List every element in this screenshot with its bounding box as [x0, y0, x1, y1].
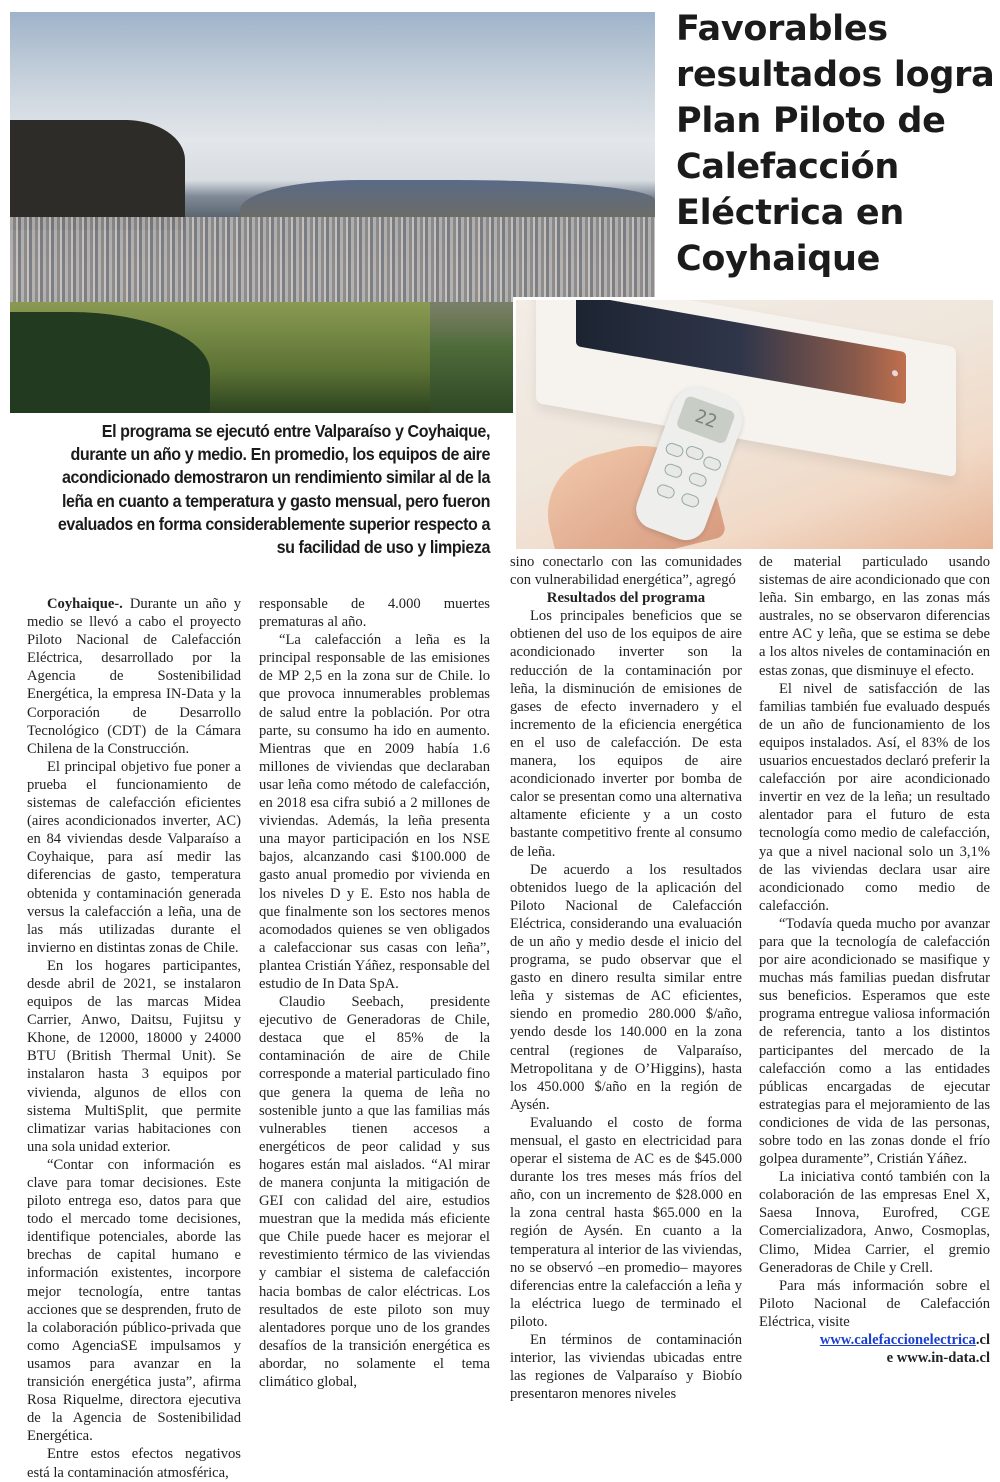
link-line-1 [759, 1331, 990, 1349]
paragraph: Para más información sobre el Piloto Nacional de Calefacción Eléctrica, visite [759, 1277, 990, 1330]
paragraph: En términos de contaminación interior, las viviendas ubicadas entre las regiones de Valparaíso y Biobío presentaron menores niveles [510, 1332, 742, 1403]
paragraph: En los hogares participantes, desde abril de 2021, se instalaron equipos de las marcas Midea Carrier, Anwo, Daitsu, Fujitsu y Khone, de 12000, 18000 y 24000 BTU (British Thermal Unit). Se instalaron hasta 3 equipos por vivienda, algunos de ellos con sistema MultiSplit, que permite climatizar varias habitaciones con una sola unidad exterior. [27, 957, 241, 1155]
remote-button [680, 492, 701, 509]
paragraph [27, 595, 241, 758]
calefaccionelectrica-link[interactable]: www.calefaccionelectrica [819, 1332, 976, 1349]
paragraph: El nivel de satisfacción de las familias también fue evaluado después de un año de funcionamiento de los equipos instalados. Así, el 83% de los usuarios encuestados declaró preferir la calefacción por aire acondicionado invertir en vez de la leña; un resultado alentador para el futuro de esta tecnología como medio de calefacción, ya que a nivel nacional solo un 3,1% de las viviendas declara usar aire acondicionado como medio de calefacción. [759, 680, 990, 914]
paragraph: Entre estos efectos negativos está la contaminación atmosférica, [27, 1446, 241, 1481]
text-column-1 [27, 595, 241, 1482]
air-conditioner-unit [536, 297, 956, 477]
paragraph: Los principales beneficios que se obtienen del uso de los equipos de aire acondicionado inverter son la reducción de la contaminación por leña, la disminución de emisiones de gases de efecto invernadero y el incremento de la eficiencia energética en el uso de calefacción. De esta manera, los equipos de aire acondicionado inverter por bomba de calor se presentan como una alternativa altamente eficiente y a un costo bastante competitivo frente al consumo de leña. [510, 608, 742, 860]
far-hills-shape [240, 180, 655, 220]
text-column-4 [759, 553, 990, 1367]
paragraph: De acuerdo a los resultados obtenidos luego de la aplicación del Piloto Nacional de Calefacción Eléctrica, considerando una evaluación de un año y medio desde el inicio del programa, se pudo observar que el gasto en dinero resulta similar entre leña y sistemas de AC eficientes, siendo en promedio 280.000 $/año, yendo desde los 140.000 en la zona central (regiones de Valparaíso, Metropolitana y de O’Higgins), hasta los 450.000 $/año en la región de Aysén. [510, 861, 742, 1113]
remote-button [684, 444, 705, 461]
remote-button [655, 483, 676, 500]
ac-indicator-light [892, 370, 898, 377]
mountain-shape [10, 120, 185, 230]
paragraph: El principal objetivo fue poner a prueba el funcionamiento de sistemas de calefacción eficientes (aires acondicionados inverter, AC) en 84 viviendas desde Valparaíso a Coyhaique, para así medir las diferencias de gasto, temperatura obtenida y contaminación generada versus la calefacción a leña, una de las más utilizadas durante el invierno en distintas zonas de Chile. [27, 758, 241, 956]
town-shape [10, 217, 655, 302]
paragraph-text: Durante un año y medio se llevó a cabo el proyecto Piloto Nacional de Calefacción Eléctrica, desarrollado por la Agencia de Sostenibilidad Energética, la empresa IN-Data y la Corporación de Desarrollo Tecnológico (CDT) de la Cámara Chilena de la Construcción. [27, 596, 241, 757]
text-column-3 [510, 553, 742, 1403]
link-suffix: .cl [975, 1332, 990, 1349]
article-deck: El programa se ejecutó entre Valparaíso y Coyhaique, durante un año y medio. En promedio, los equipos de aire acondicionado demostraron un rendimiento similar al de la leña en cuanto a temperatura y gasto mensual, pero fueron evaluados en forma considerablemente superior respecto a su facilidad de uso y limpieza [57, 421, 491, 558]
text-column-2 [259, 595, 490, 1391]
paragraph: de material particulado usando sistemas de aire acondicionado que con leña. Sin embargo, en las zonas más australes, no se observaron diferencias entre AC y leña, que se estima se debe a los altos niveles de contaminación en estas zonas, que disminuye el efecto. [759, 554, 990, 679]
remote-display: 22 [675, 395, 735, 445]
remote-button [702, 455, 723, 472]
dateline: Coyhaique-. [47, 596, 123, 612]
headline: Favorables resultados logra Plan Piloto de Calefacción Eléctrica en Coyhaique [676, 9, 995, 279]
ac-remote-photo [513, 297, 993, 549]
section-subheading: Resultados del programa [546, 590, 706, 607]
paragraph: “Todavía queda mucho por avanzar para que la tecnología de calefacción por aire acondicionado se masifique y muchas más familias puedan disfrutar sus beneficios. Esperamos que este programa entregue valiosa información de referencia, tanto a los distintos participantes del mercado de la calefacción como a las entidades públicas encargadas de ejecutar estrategias para el mejoramiento de las condiciones de vida de las personas, sobre todo en las zonas donde el frío golpea duramente”, Cristián Yáñez. [759, 915, 990, 1168]
paragraph: La iniciativa contó también con la colaboración de las empresas Enel X, Saesa Innova, Eurofred, CGE Comercializadora, Anwo, Cosmoplas, Climo, Midea Carrier, el gremio Generadoras de Chile y Crell. [759, 1169, 990, 1276]
paragraph: “La calefacción a leña es la principal responsable de las emisiones de MP 2,5 en la zona sur de Chile. lo que provoca innumerables problemas de salud entre la población. Por otra parte, su consumo ha ido en aumento. Mientras que en 2009 había 1.6 millones de viviendas que declaraban usar leña como método de calefacción, en 2018 esa cifra subió a 2 millones de viviendas. Además, la leña presenta una mayor participación en los NSE bajos, alcanzando casi $100.000 de gasto anual promedio por vivienda en los niveles D y E. Esto nos habla de que finalmente son los sectores menos acomodados quienes se ven obligados a calefaccionar sus casas con leña”, plantea Cristián Yáñez, responsable del estudio de In Data SpA. [259, 632, 490, 992]
paragraph: sino conectarlo con las comunidades con vulnerabilidad energética”, agregó [510, 554, 742, 589]
paragraph: Claudio Seebach, presidente ejecutivo de Generadoras de Chile, destaca que el 85% de la contaminación de aire de Chile corresponde a material particulado fino que genera la quema de leña no sostenible junto a que las familias más vulnerables tienen accesos a energéticos de peor calidad y sus hogares están mal aislados. “Al mirar de manera conjunta la mitigación de GEI con calidad del aire, estudios muestran que la medida más eficiente que Chile puede hacer es mejorar el revestimiento térmico de las viviendas y cambiar el sistema de calefacción hacia bombas de calor eléctricas. Los resultados de este piloto son muy alentadores porque uno de los grandes desafíos de la transición energética es abordar, no solamente el tema climático global, [259, 994, 490, 1391]
ac-vent [576, 297, 906, 404]
remote-button [687, 471, 708, 488]
paragraph: Evaluando el costo de forma mensual, el gasto en electricidad para operar el sistema de AC es de $45.000 durante los tres meses más fríos del año, con un incremento de $28.000 en la zona central hasta $65.000 en la región de Aysén. En cuanto a la temperatura al interior de las viviendas, no se observó –en promedio– mayores diferencias entre la calefacción a leña y la eléctrica luego de terminado el piloto. [510, 1114, 742, 1330]
paragraph: responsable de 4.000 muertes prematuras al año. [259, 596, 490, 631]
remote-button [663, 462, 684, 479]
paragraph: “Contar con información es clave para tomar decisiones. Este piloto entrega eso, datos para que todo el mercado tome decisiones, identifique potenciales, aborde las brechas de capital humano e información existentes, incorpore mejor tecnología, entre tantas acciones que se desprenden, fruto de la colaboración público-privada que como AgenciaSE impulsamos y usamos para avanzar en la transición energética justa”, afirma Rosa Riquelme, directora ejecutiva de la Agencia de Sostenibilidad Energética. [27, 1156, 241, 1445]
in-data-link[interactable]: e www.in-data.cl [886, 1350, 990, 1367]
remote-button [664, 441, 685, 458]
